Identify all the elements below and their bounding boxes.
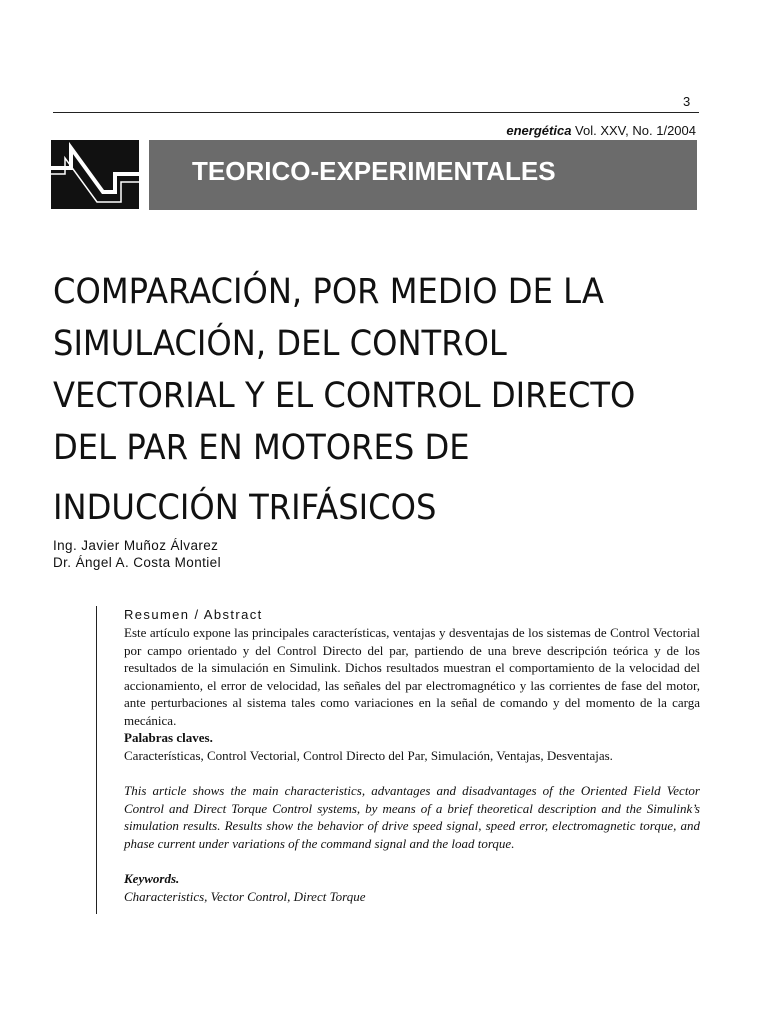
journal-issue: Vol. XXV, No. 1/2004 [571, 123, 696, 138]
section-banner [149, 140, 697, 210]
author-name: Dr. Ángel A. Costa Montiel [53, 555, 221, 570]
english-abstract-paragraph: This article shows the main characteristics, advantages and disadvantages of the Oriented Field Vector Control and Direct Torque Control systems, by means of a brief theoretical description and the Simulink’s simulation results. Results show the behavior of drive speed signal, speed error, electromagnetic torque, and phase current under variations of the command signal and the load torque. [124, 783, 700, 851]
journal-logo-icon [51, 140, 139, 209]
keywords-text: Characteristics, Vector Control, Direct Torque [124, 888, 366, 904]
title-line: SIMULACIÓN, DEL CONTROL [53, 324, 507, 365]
abstract-block [124, 606, 700, 905]
title-line: COMPARACIÓN, POR MEDIO DE LA [53, 272, 604, 313]
title-line: VECTORIAL Y EL CONTROL DIRECTO [53, 376, 636, 417]
abstract-side-rule [96, 606, 97, 914]
palabras-claves-label: Palabras claves. [124, 730, 213, 745]
author-name: Ing. Javier Muñoz Álvarez [53, 538, 219, 553]
author-list [53, 537, 221, 571]
article-title [53, 266, 697, 534]
header-rule [53, 112, 699, 113]
abstract-heading: Resumen / Abstract [124, 607, 263, 622]
title-line: INDUCCIÓN TRIFÁSICOS [53, 488, 437, 529]
page-number: 3 [683, 94, 691, 109]
journal-name: energética [506, 123, 572, 138]
palabras-claves-text: Características, Control Vectorial, Control Directo del Par, Simulación, Ventajas, Desventajas. [124, 747, 613, 763]
journal-citation [506, 123, 696, 138]
keywords-label: Keywords. [124, 871, 180, 886]
resumen-paragraph: Este artículo expone las principales características, ventajas y desventajas de los sistemas de Control Vectorial por campo orientado y del Control Directo del par, partiendo de una breve descripción teórica y de los resultados de la simulación en Simulink. Dichos resultados muestran el comportamiento de la velocidad del accionamiento, el error de velocidad, las señales del par electromagnético y las corrientes de fase del motor, ante perturbaciones al sistema tales como variaciones en la señal de comando y del momento de la carga mecánica. [124, 625, 700, 728]
section-banner-label: TEORICO-EXPERIMENTALES [192, 156, 556, 186]
title-line: DEL PAR EN MOTORES DE [53, 428, 470, 469]
